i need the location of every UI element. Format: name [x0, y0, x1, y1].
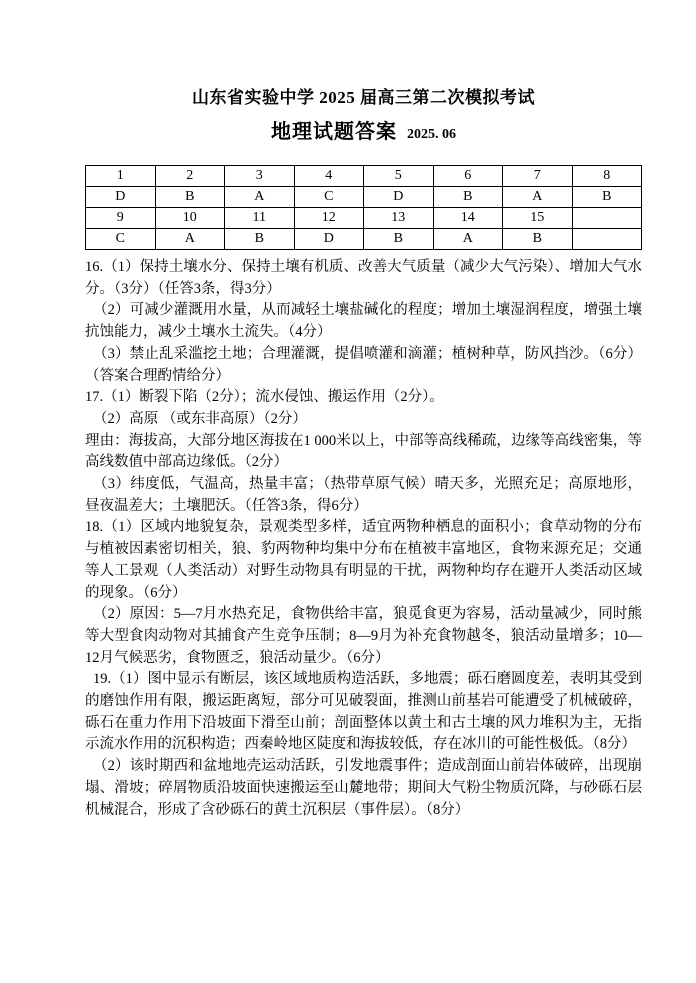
table-cell: 4 — [294, 166, 364, 187]
table-cell: 10 — [155, 208, 225, 229]
table-cell: A — [155, 229, 225, 250]
table-cell: D — [364, 187, 434, 208]
table-row-question-numbers-9-15 — [86, 208, 642, 229]
table-cell: B — [572, 187, 642, 208]
table-cell: 14 — [433, 208, 503, 229]
answer-18-1: 18.（1）区域内地貌复杂，景观类型多样，适宜两物种栖息的面积小；食草动物的分布与植被因素密切相关，狼、豹两物种均集中分布在植被丰富地区，食物来源充足；交通等人工景观（人类活动）对野生动物具有明显的干扰，两物种均存在避开人类活动区域的现象。（6分） — [85, 519, 642, 601]
answer-17-3: （3）纬度低，气温高，热量丰富；（热带草原气候）晴天多，光照充足；高原地形，昼夜温差大；土壤肥沃。（任答3条，得6分） — [85, 476, 642, 514]
table-cell — [572, 229, 642, 250]
table-row-question-numbers-1-8 — [86, 166, 642, 187]
table-cell: C — [294, 187, 364, 208]
table-cell: 2 — [155, 166, 225, 187]
answer-body — [85, 257, 642, 821]
answer-16-3: （3）禁止乱采滥挖土地；合理灌溉，提倡喷灌和滴灌；植树种草，防风挡沙。（6分）（答案合理酌情给分） — [85, 345, 642, 384]
table-row-answers-9-15 — [86, 229, 642, 250]
subtitle-text: 地理试题答案 — [271, 121, 397, 143]
answer-17-2: （2）高原 （或东非高原）（2分） — [92, 410, 307, 427]
answer-key-table — [85, 165, 642, 250]
table-row-answers-1-8 — [86, 187, 642, 208]
table-cell: 1 — [86, 166, 156, 187]
table-cell: A — [503, 187, 573, 208]
table-cell: C — [86, 229, 156, 250]
answer-19-2: （2）该时期西和盆地地壳运动活跃，引发地震事件；造成剖面山前岩体破碎，出现崩塌、滑坡；碎屑物质沿坡面快速搬运至山麓地带；期间大气粉尘物质沉降，与砂砾石层机械混合，形成了含砂砾石的黄土沉积层（事件层）。（8分） — [85, 758, 642, 818]
table-cell: 7 — [503, 166, 573, 187]
subtitle-date: 2025. 06 — [407, 127, 456, 142]
table-cell: 3 — [225, 166, 295, 187]
table-cell: B — [364, 229, 434, 250]
answer-17-1: 17.（1）断裂下陷（2分）；流水侵蚀、搬运作用（2分）。 — [85, 389, 444, 406]
table-cell: 5 — [364, 166, 434, 187]
table-cell: B — [433, 187, 503, 208]
answer-18-2: （2）原因：5—7月水热充足，食物供给丰富，狼觅食更为容易，活动量减少，同时熊等大型食肉动物对其捕食产生竞争压制；8—9月为补充食物越冬，狼活动量增多；10—12月气候恶劣，食物匮乏，狼活动量少。（6分） — [85, 606, 642, 666]
table-cell: 9 — [86, 208, 156, 229]
table-cell: D — [86, 187, 156, 208]
answer-19-1: 19.（1）图中显示有断层，该区域地质构造活跃，多地震；砾石磨圆度差，表明其受到的磨蚀作用有限，搬运距离短，部分可见破裂面，推测山前基岩可能遭受了机械破碎，砾石在重力作用下沿坡面下滑至山前；剖面整体以黄土和古土壤的风力堆积为主，无指示流水作用的沉积构造；西秦岭地区陡度和海拔较低，存在冰川的可能性极低。（8分） — [85, 671, 642, 753]
table-cell: B — [225, 229, 295, 250]
table-cell: 6 — [433, 166, 503, 187]
document-title: 山东省实验中学 2025 届高三第二次模拟考试 — [192, 88, 535, 107]
table-cell: B — [503, 229, 573, 250]
table-cell: 8 — [572, 166, 642, 187]
table-cell: D — [294, 229, 364, 250]
table-cell: B — [155, 187, 225, 208]
document-subtitle — [85, 118, 642, 149]
table-cell: 13 — [364, 208, 434, 229]
table-cell: 12 — [294, 208, 364, 229]
answer-17-2-reason: 理由：海拔高，大部分地区海拔在1 000米以上，中部等高线稀疏，边缘等高线密集，等高线数值中部高边缘低。（2分） — [85, 432, 642, 471]
table-cell: 11 — [225, 208, 295, 229]
table-cell: A — [433, 229, 503, 250]
answer-16-1: 16.（1）保持土壤水分、保持土壤有机质、改善大气质量（减少大气污染）、增加大气水分。（3分）（任答3条，得3分） — [85, 259, 642, 297]
table-cell — [572, 208, 642, 229]
table-cell: 15 — [503, 208, 573, 229]
table-cell: A — [225, 187, 295, 208]
answer-16-2: （2）可减少灌溉用水量，从而减轻土壤盐碱化的程度；增加土壤湿润程度，增强土壤抗蚀能力，减少土壤水土流失。（4分） — [85, 302, 642, 341]
